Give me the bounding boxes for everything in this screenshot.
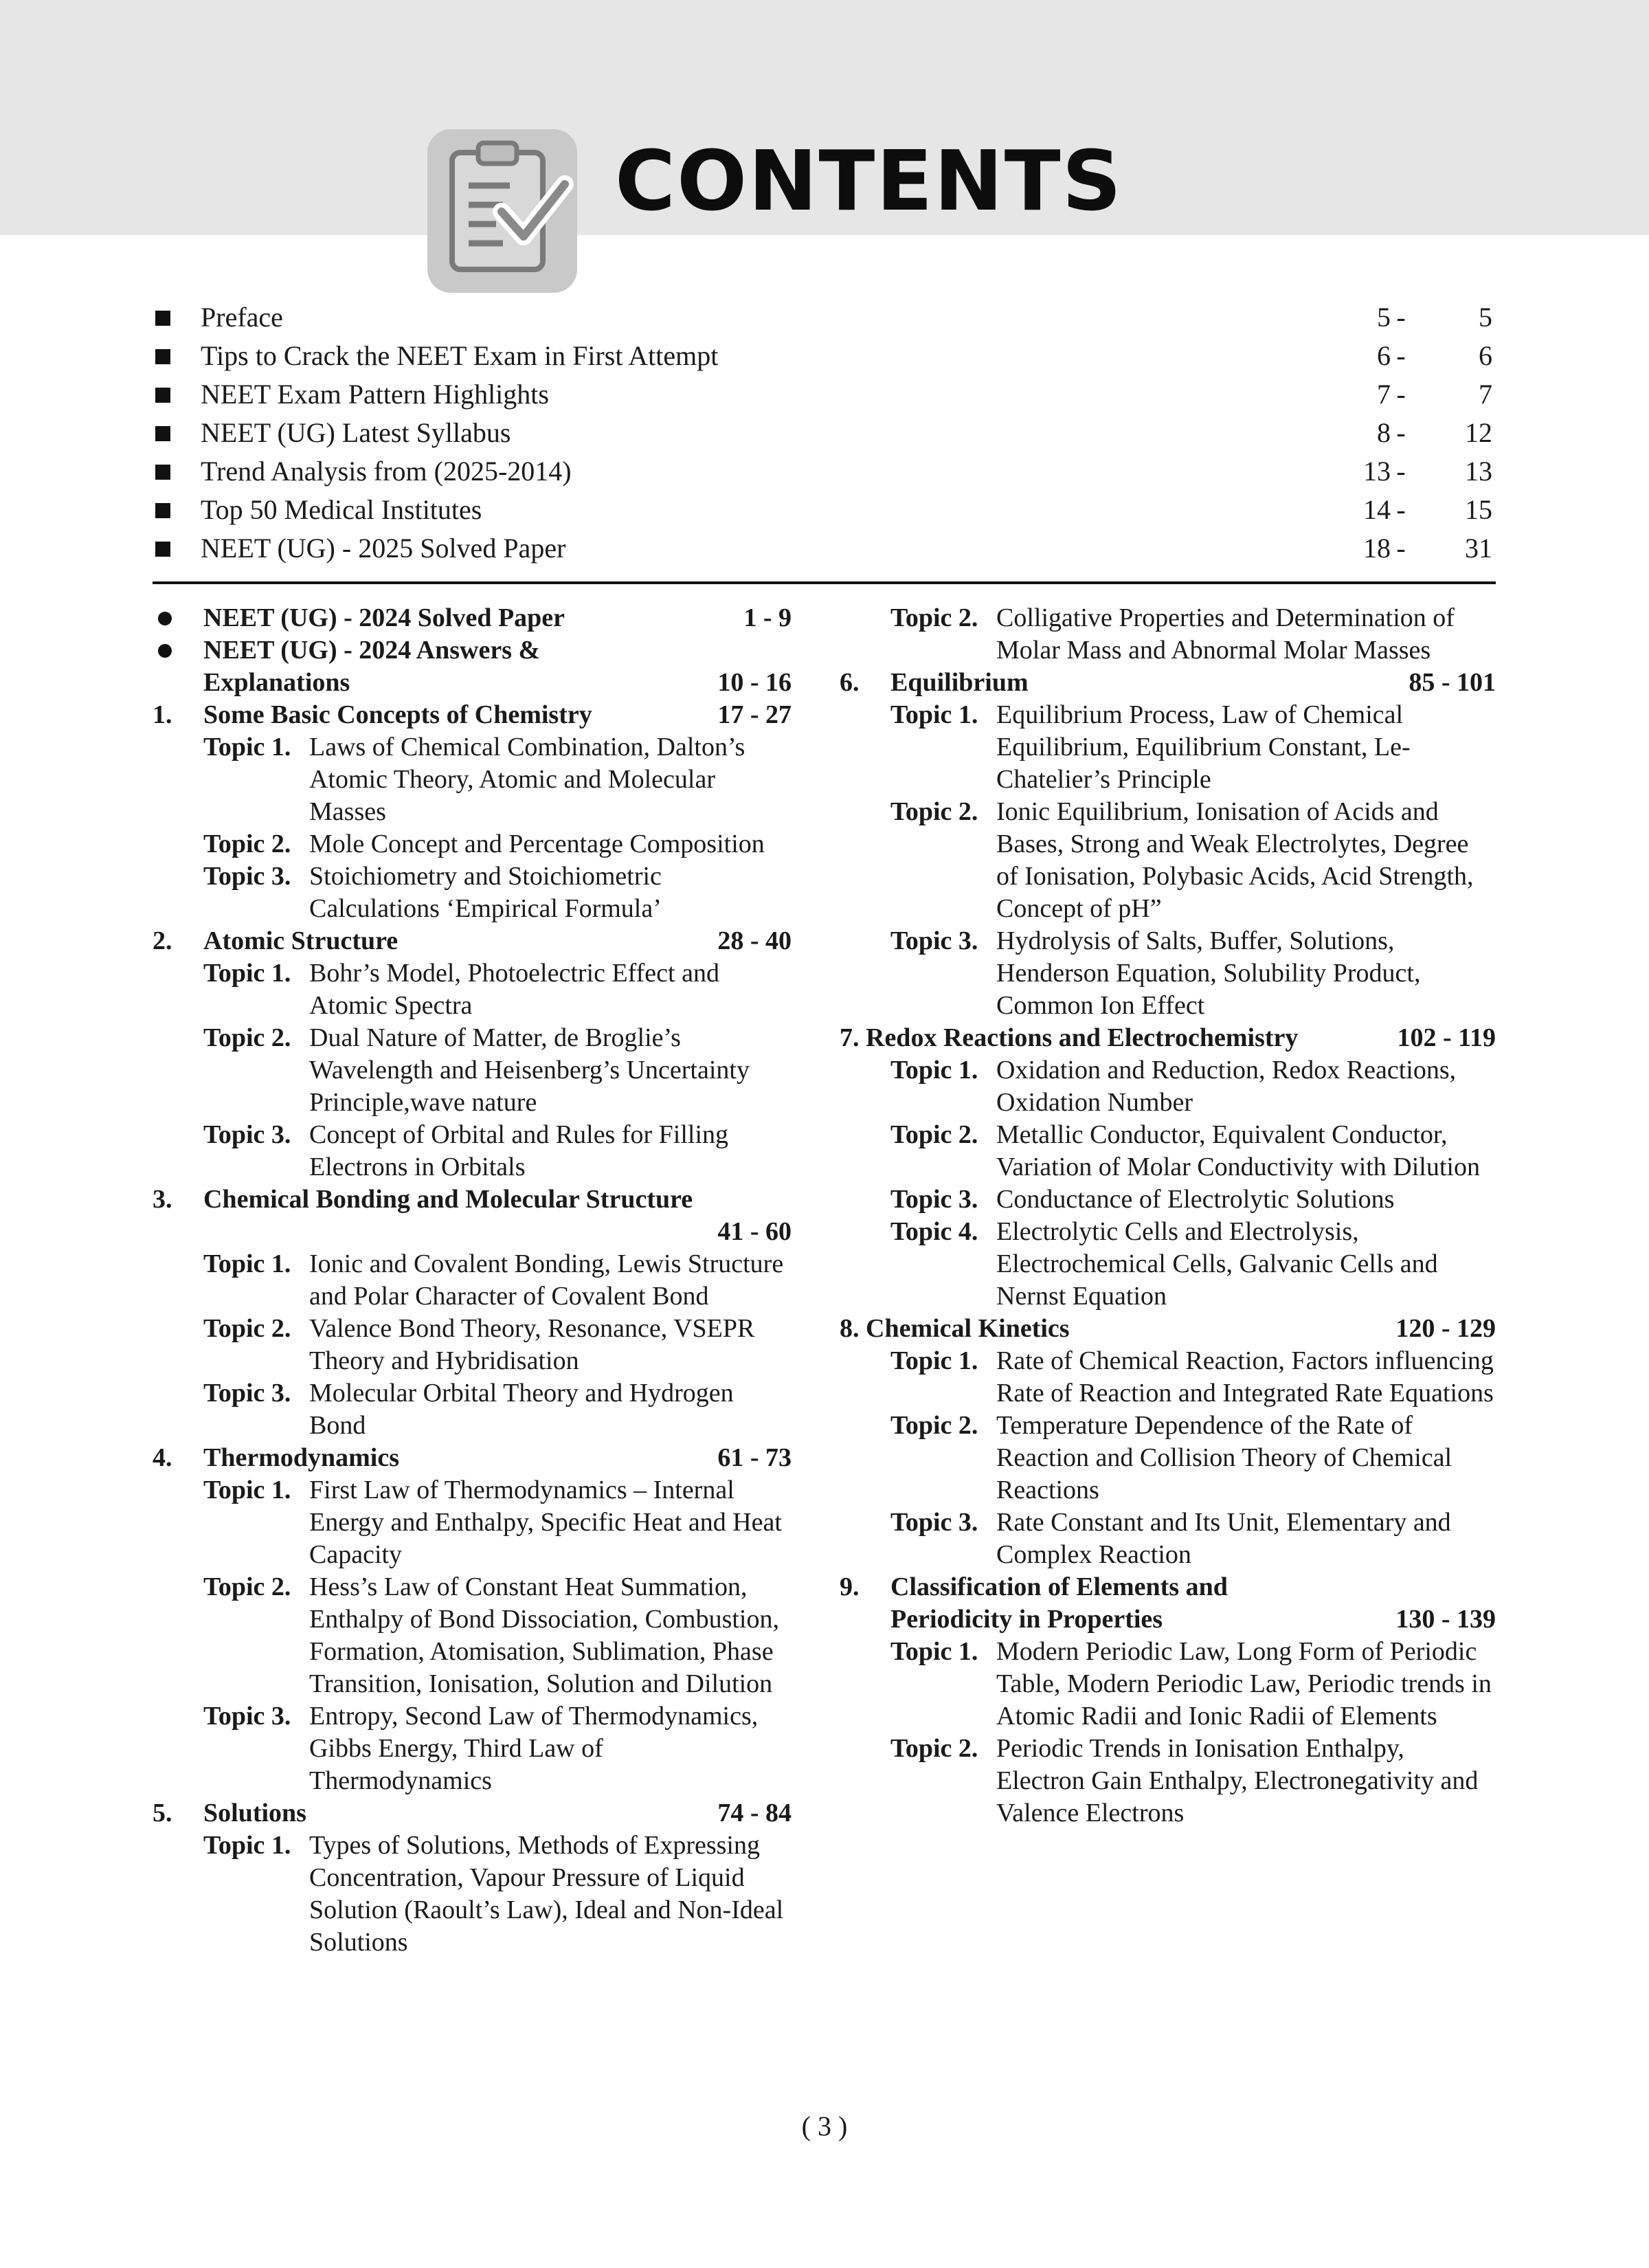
- bullet-square-icon: [155, 311, 170, 326]
- topic-label: Topic 3.: [890, 926, 978, 955]
- chapter-entry[interactable]: [840, 1022, 1496, 1054]
- page-end: 7: [1479, 379, 1492, 410]
- item-title: Tips to Crack the NEET Exam in First Attempt: [201, 340, 719, 371]
- bullet-square-icon: [155, 503, 170, 518]
- item-title: NEET (UG) - 2025 Solved Paper: [201, 533, 566, 564]
- front-matter-item[interactable]: [153, 375, 1492, 414]
- chapter-title: Solutions: [203, 1799, 306, 1827]
- chapter-pages: 17 - 27: [717, 700, 792, 729]
- topic-text: Metallic Conductor, Equivalent Conductor, Variation of Molar Conductivity with Dilution: [996, 1120, 1480, 1181]
- chapter-pages: 28 - 40: [717, 926, 792, 955]
- topic-entry[interactable]: [153, 1474, 792, 1571]
- topic-label: Topic 3.: [203, 1702, 291, 1731]
- topic-entry[interactable]: [840, 1216, 1496, 1313]
- topic-text: Oxidation and Reduction, Redox Reactions, Oxidation Number: [996, 1056, 1457, 1117]
- topic-label: Topic 1.: [890, 700, 978, 729]
- page-dash: -: [1396, 494, 1406, 525]
- topic-label: Topic 2.: [890, 1411, 978, 1440]
- page-number: ( 3 ): [801, 2111, 848, 2142]
- topic-text: Dual Nature of Matter, de Broglie’s Wavelength and Heisenberg’s Uncertainty Principle,wave nature: [309, 1023, 750, 1117]
- topic-label: Topic 3.: [890, 1185, 978, 1214]
- chapter-number: 6.: [840, 668, 860, 697]
- topic-entry[interactable]: [840, 796, 1496, 925]
- topic-entry[interactable]: [840, 925, 1496, 1022]
- page-dash: -: [1396, 302, 1406, 333]
- page-start: 8: [1377, 417, 1391, 448]
- topic-text: Periodic Trends in Ionisation Enthalpy, Electron Gain Enthalpy, Electronegativity and Valence Electrons: [996, 1734, 1479, 1827]
- topic-entry[interactable]: [840, 1636, 1496, 1733]
- chapter-pages: 120 - 129: [1395, 1314, 1496, 1343]
- chapter-pages: 41 - 60: [717, 1217, 792, 1246]
- chapter-title: Some Basic Concepts of Chemistry: [203, 700, 592, 729]
- topic-label: Topic 2.: [890, 603, 978, 632]
- chapter-title: NEET (UG) - 2024 Solved Paper: [203, 603, 565, 632]
- chapter-pages: 61 - 73: [717, 1443, 792, 1472]
- item-title: NEET Exam Pattern Highlights: [201, 379, 549, 410]
- page-end: 6: [1479, 340, 1492, 371]
- chapter-entry[interactable]: [153, 1797, 792, 1830]
- chapter-pages: 130 - 139: [1395, 1605, 1496, 1634]
- item-title: Preface: [201, 302, 283, 333]
- chapter-title: 7. Redox Reactions and Electrochemistry: [840, 1023, 1299, 1052]
- topic-text: Laws of Chemical Combination, Dalton’s Atomic Theory, Atomic and Molecular Masses: [309, 733, 745, 826]
- page-dash: -: [1396, 533, 1406, 564]
- topic-entry[interactable]: [153, 828, 792, 860]
- topic-label: Topic 3.: [203, 1120, 291, 1149]
- topic-entry[interactable]: [153, 957, 792, 1022]
- topic-label: Topic 2.: [203, 1314, 291, 1343]
- topic-text: First Law of Thermodynamics – Internal Energy and Enthalpy, Specific Heat and Heat Capacity: [309, 1476, 782, 1569]
- topic-label: Topic 2.: [890, 797, 978, 826]
- topic-label: Topic 1.: [203, 1831, 291, 1860]
- topic-label: Topic 2.: [203, 830, 291, 858]
- topic-entry[interactable]: [153, 1119, 792, 1183]
- topic-entry[interactable]: [153, 1377, 792, 1442]
- page-dash: -: [1396, 340, 1406, 371]
- topic-text: Entropy, Second Law of Thermodynamics, Gibbs Energy, Third Law of Thermodynamics: [309, 1702, 759, 1795]
- bullet-square-icon: [155, 349, 170, 364]
- topic-text: Types of Solutions, Methods of Expressing Concentration, Vapour Pressure of Liquid Solution (Raoult’s Law), Ideal and Non-Ideal Solutions: [309, 1831, 784, 1957]
- page-end: 5: [1479, 302, 1492, 333]
- bullet-square-icon: [155, 465, 170, 480]
- chapter-entry[interactable]: [153, 602, 792, 634]
- page-end: 13: [1465, 456, 1492, 487]
- topic-label: Topic 1.: [203, 959, 291, 988]
- topic-label: Topic 3.: [203, 862, 291, 891]
- topic-text: Colligative Properties and Determination of Molar Mass and Abnormal Molar Masses: [996, 603, 1455, 665]
- chapter-pages: 74 - 84: [717, 1799, 792, 1827]
- page-start: 7: [1377, 379, 1391, 410]
- topic-text: Concept of Orbital and Rules for Filling Electrons in Orbitals: [309, 1120, 729, 1181]
- topic-text: Valence Bond Theory, Resonance, VSEPR Theory and Hybridisation: [309, 1314, 755, 1375]
- page-start: 14: [1363, 494, 1391, 525]
- bullet-square-icon: [155, 542, 170, 557]
- page-start: 13: [1363, 456, 1391, 487]
- topic-entry[interactable]: [840, 1507, 1496, 1571]
- topic-entry[interactable]: [840, 1119, 1496, 1183]
- page-end: 12: [1465, 417, 1492, 448]
- topic-text: Stoichiometry and Stoichiometric Calculations ‘Empirical Formula’: [309, 862, 662, 923]
- chapter-pages: 1 - 9: [743, 603, 792, 632]
- chapter-title-cont: Periodicity in Properties: [890, 1605, 1163, 1634]
- contents-column-right: [840, 602, 1496, 1830]
- contents-column-left: [153, 602, 792, 1959]
- clipboard-check-icon: [427, 129, 577, 293]
- topic-text: Molecular Orbital Theory and Hydrogen Bond: [309, 1379, 734, 1440]
- topic-entry[interactable]: [840, 1410, 1496, 1507]
- topic-entry[interactable]: [153, 1248, 792, 1313]
- front-matter-item[interactable]: [153, 529, 1492, 568]
- chapter-pages: 102 - 119: [1397, 1023, 1496, 1052]
- topic-text: Mole Concept and Percentage Composition: [309, 830, 765, 858]
- topic-label: Topic 4.: [890, 1217, 978, 1246]
- divider-rule: [153, 581, 1496, 584]
- topic-label: Topic 1.: [890, 1637, 978, 1666]
- topic-label: Topic 1.: [203, 733, 291, 761]
- chapter-title: Chemical Bonding and Molecular Structure: [203, 1185, 693, 1214]
- chapter-entry[interactable]: [840, 667, 1496, 699]
- page-dash: -: [1396, 417, 1406, 448]
- front-matter-item[interactable]: [153, 414, 1492, 452]
- bullet-square-icon: [155, 388, 170, 403]
- chapter-title: Equilibrium: [890, 668, 1029, 697]
- topic-entry[interactable]: [840, 1183, 1496, 1216]
- chapter-title: Classification of Elements and: [890, 1572, 1228, 1601]
- chapter-number: 4.: [153, 1443, 172, 1472]
- chapter-number: 9.: [840, 1572, 860, 1601]
- chapter-title: 8. Chemical Kinetics: [840, 1314, 1070, 1343]
- page-dash: -: [1396, 379, 1406, 410]
- topic-label: Topic 1.: [890, 1346, 978, 1375]
- front-matter-item[interactable]: [153, 491, 1492, 529]
- topic-entry[interactable]: [153, 1700, 792, 1797]
- topic-text: Ionic and Covalent Bonding, Lewis Structure and Polar Character of Covalent Bond: [309, 1249, 784, 1311]
- topic-text: Hydrolysis of Salts, Buffer, Solutions, Henderson Equation, Solubility Product, Common Ion Effect: [996, 926, 1421, 1020]
- page-end: 31: [1465, 533, 1492, 564]
- topic-text: Hess’s Law of Constant Heat Summation, Enthalpy of Bond Dissociation, Combustion, Formation, Atomisation, Sublimation, Phase Transition, Ionisation, Solution and Dilution: [309, 1572, 779, 1698]
- item-title: NEET (UG) Latest Syllabus: [201, 417, 511, 448]
- topic-entry[interactable]: [840, 1345, 1496, 1410]
- chapter-entry[interactable]: [153, 634, 792, 699]
- topic-text: Bohr’s Model, Photoelectric Effect and Atomic Spectra: [309, 959, 719, 1020]
- bullet-dot-icon: [158, 644, 172, 658]
- topic-entry[interactable]: [840, 1733, 1496, 1830]
- topic-text: Rate of Chemical Reaction, Factors influencing Rate of Reaction and Integrated Rate Equations: [996, 1346, 1494, 1408]
- front-matter-item[interactable]: [153, 298, 1492, 337]
- chapter-title: NEET (UG) - 2024 Answers &: [203, 636, 541, 665]
- topic-label: Topic 3.: [203, 1379, 291, 1408]
- page-end: 15: [1465, 494, 1492, 525]
- chapter-entry[interactable]: [840, 1571, 1496, 1636]
- topic-entry[interactable]: [840, 1054, 1496, 1119]
- topic-entry[interactable]: [840, 602, 1496, 667]
- chapter-pages: 10 - 16: [717, 668, 792, 697]
- page-dash: -: [1396, 456, 1406, 487]
- chapter-number: 3.: [153, 1185, 172, 1214]
- topic-label: Topic 1.: [203, 1476, 291, 1504]
- topic-entry[interactable]: [840, 699, 1496, 796]
- page-start: 6: [1377, 340, 1391, 371]
- chapter-entry[interactable]: [153, 1442, 792, 1474]
- chapter-number: 1.: [153, 700, 172, 729]
- chapter-pages: 85 - 101: [1409, 668, 1496, 697]
- topic-label: Topic 3.: [890, 1508, 978, 1537]
- topic-entry[interactable]: [153, 731, 792, 828]
- chapter-title: Thermodynamics: [203, 1443, 399, 1472]
- front-matter-item[interactable]: [153, 452, 1492, 491]
- item-title: Trend Analysis from (2025-2014): [201, 456, 572, 487]
- topic-label: Topic 2.: [203, 1023, 291, 1052]
- topic-label: Topic 2.: [890, 1734, 978, 1763]
- topic-entry[interactable]: [153, 1830, 792, 1959]
- item-title: Top 50 Medical Institutes: [201, 494, 482, 525]
- topic-text: Modern Periodic Law, Long Form of Periodic Table, Modern Periodic Law, Periodic trends in Atomic Radii and Ionic Radii of Elements: [996, 1637, 1492, 1731]
- topic-text: Temperature Dependence of the Rate of Reaction and Collision Theory of Chemical Reactions: [996, 1411, 1452, 1504]
- topic-text: Rate Constant and Its Unit, Elementary and Complex Reaction: [996, 1508, 1451, 1569]
- page-start: 18: [1363, 533, 1391, 564]
- chapter-number: 2.: [153, 926, 172, 955]
- chapter-title: Atomic Structure: [203, 926, 399, 955]
- chapter-entry[interactable]: [153, 925, 792, 957]
- page-title: CONTENTS: [615, 134, 1123, 230]
- chapter-title-cont: Explanations: [203, 668, 350, 697]
- chapter-entry[interactable]: [153, 1183, 792, 1248]
- topic-text: Electrolytic Cells and Electrolysis, Electrochemical Cells, Galvanic Cells and Nernst Equation: [996, 1217, 1438, 1311]
- front-matter-item[interactable]: [153, 337, 1492, 375]
- topic-entry[interactable]: [153, 860, 792, 925]
- chapter-number: 5.: [153, 1799, 172, 1827]
- topic-entry[interactable]: [153, 1313, 792, 1377]
- topic-text: Equilibrium Process, Law of Chemical Equilibrium, Equilibrium Constant, Le-Chatelier’s Principle: [996, 700, 1411, 794]
- topic-text: Conductance of Electrolytic Solutions: [996, 1185, 1395, 1214]
- chapter-entry[interactable]: [153, 699, 792, 731]
- topic-label: Topic 1.: [890, 1056, 978, 1085]
- topic-entry[interactable]: [153, 1022, 792, 1119]
- topic-text: Ionic Equilibrium, Ionisation of Acids and Bases, Strong and Weak Electrolytes, Degree of Ionisation, Polybasic Acids, Acid Strength, Concept of pH”: [996, 797, 1474, 923]
- topic-entry[interactable]: [153, 1571, 792, 1700]
- topic-label: Topic 2.: [890, 1120, 978, 1149]
- page-start: 5: [1377, 302, 1391, 333]
- chapter-entry[interactable]: [840, 1313, 1496, 1345]
- topic-label: Topic 1.: [203, 1249, 291, 1278]
- bullet-dot-icon: [158, 612, 172, 625]
- topic-label: Topic 2.: [203, 1572, 291, 1601]
- bullet-square-icon: [155, 426, 170, 441]
- front-matter-list: [153, 298, 1492, 568]
